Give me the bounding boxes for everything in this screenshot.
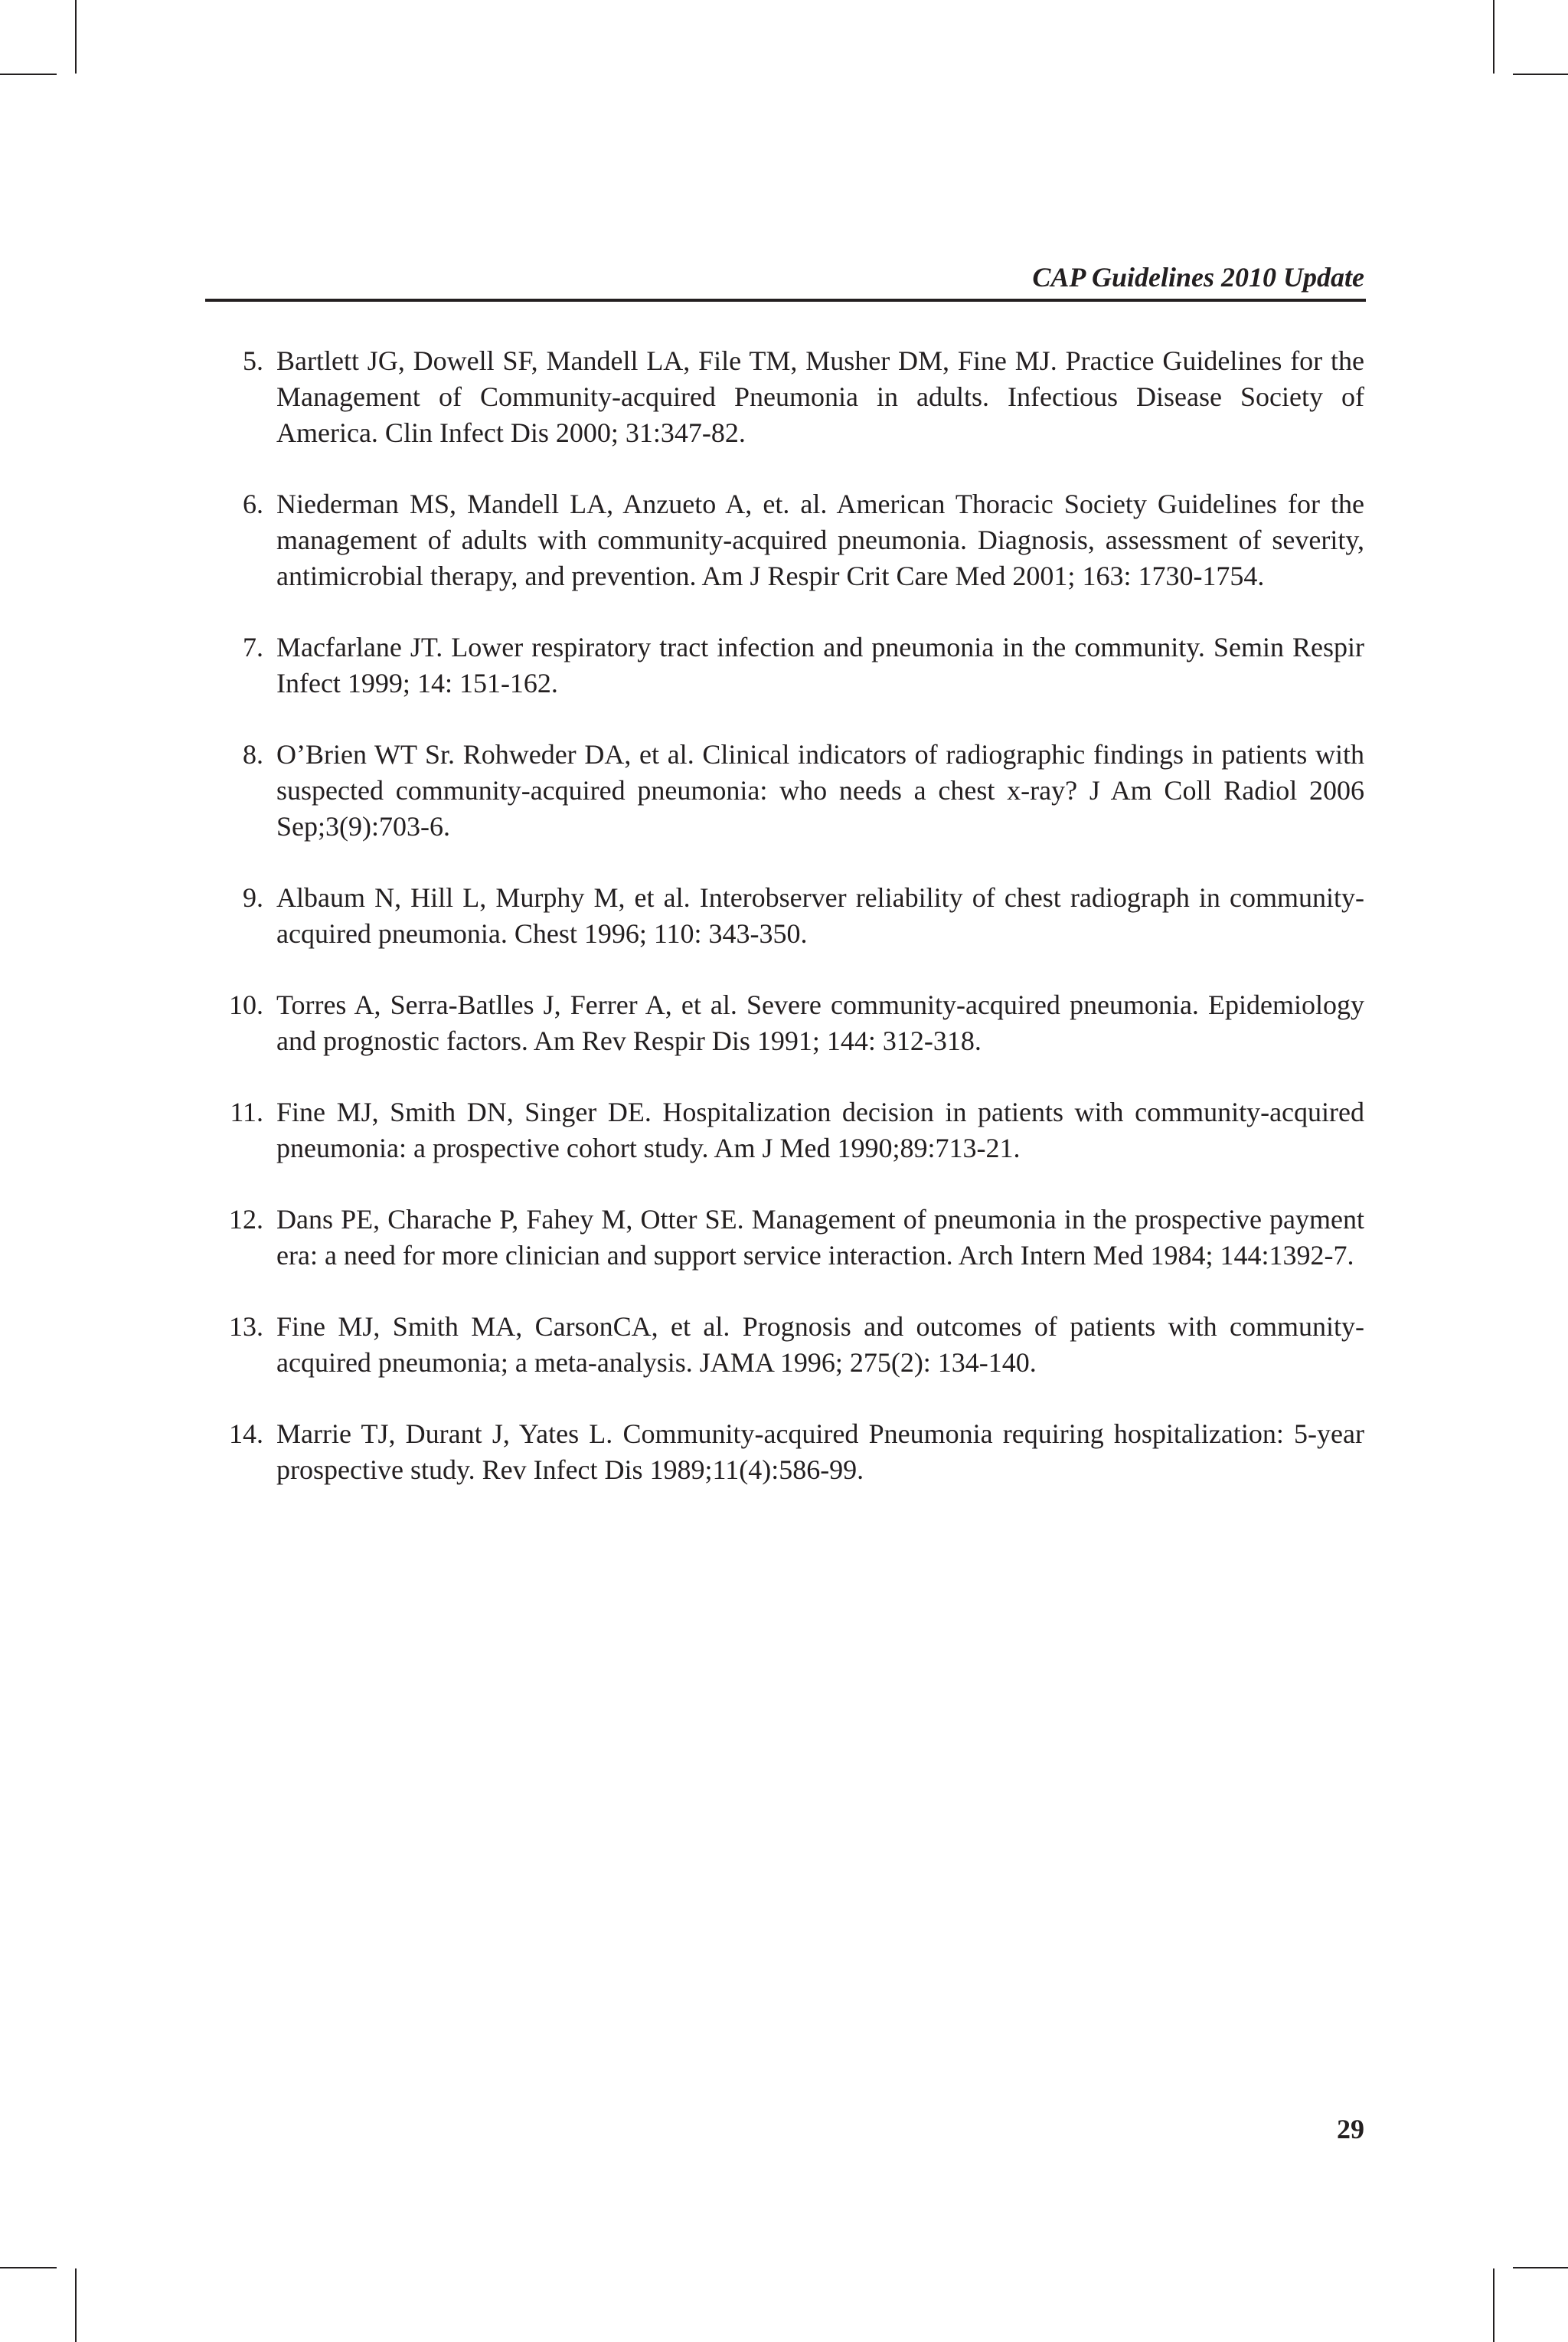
header-rule	[205, 299, 1366, 302]
reference-text: Dans PE, Charache P, Fahey M, Otter SE. Management of pneumonia in the prospective payment era: a need for more clinician and support service interaction. Arch Intern Med 1984; 144:1392-7.	[276, 1204, 1364, 1271]
reference-number: 10.	[229, 989, 263, 1020]
reference-item	[205, 1309, 1364, 1381]
reference-number: 9.	[243, 882, 263, 913]
reference-item	[205, 630, 1364, 702]
reference-number: 11.	[230, 1097, 263, 1127]
reference-item	[205, 1202, 1364, 1274]
reference-text: Marrie TJ, Durant J, Yates L. Community-acquired Pneumonia requiring hospitalization: 5-year prospective study. Rev Infect Dis 1989;11(4):586-99.	[276, 1418, 1364, 1485]
crop-mark-bottom-right-horizontal	[1513, 2267, 1568, 2268]
reference-number: 14.	[229, 1418, 263, 1449]
reference-item	[205, 737, 1364, 845]
reference-text: Niederman MS, Mandell LA, Anzueto A, et. al. American Thoracic Society Guidelines for the management of adults with community-acquired pneumonia. Diagnosis, assessment of severity, antimicrobial therapy, and prevention. Am J Respir Crit Care Med 2001; 163: 1730-1754.	[276, 489, 1364, 591]
reference-text: Fine MJ, Smith MA, CarsonCA, et al. Prognosis and outcomes of patients with community-acquired pneumonia; a meta-analysis. JAMA 1996; 275(2): 134-140.	[276, 1311, 1364, 1378]
crop-mark-top-right	[1493, 0, 1494, 74]
reference-text: Torres A, Serra-Batlles J, Ferrer A, et al. Severe community-acquired pneumonia. Epidemiology and prognostic factors. Am Rev Respir Dis 1991; 144: 312-318.	[276, 989, 1364, 1056]
crop-mark-bottom-left	[75, 2268, 77, 2342]
reference-text: Fine MJ, Smith DN, Singer DE. Hospitalization decision in patients with community-acquired pneumonia: a prospective cohort study. Am J Med 1990;89:713-21.	[276, 1097, 1364, 1163]
reference-item	[205, 1416, 1364, 1488]
crop-mark-top-left-horizontal	[0, 74, 57, 75]
running-header-title: CAP Guidelines 2010 Update	[1032, 262, 1364, 293]
reference-item	[205, 343, 1364, 451]
crop-mark-bottom-left-horizontal	[0, 2267, 57, 2268]
reference-item	[205, 987, 1364, 1059]
reference-item	[205, 880, 1364, 952]
reference-number: 12.	[229, 1204, 263, 1235]
reference-number: 8.	[243, 739, 263, 770]
reference-text: Macfarlane JT. Lower respiratory tract infection and pneumonia in the community. Semin Respir Infect 1999; 14: 151-162.	[276, 632, 1364, 698]
crop-mark-top-right-horizontal	[1513, 74, 1568, 75]
reference-text: Albaum N, Hill L, Murphy M, et al. Interobserver reliability of chest radiograph in community-acquired pneumonia. Chest 1996; 110: 343-350.	[276, 882, 1364, 949]
reference-number: 5.	[243, 345, 263, 376]
reference-text: Bartlett JG, Dowell SF, Mandell LA, File TM, Musher DM, Fine MJ. Practice Guidelines for the Management of Community-acquired Pneumonia in adults. Infectious Disease Society of America. Clin Infect Dis 2000; 31:347-82.	[276, 345, 1364, 448]
reference-item	[205, 1094, 1364, 1166]
crop-mark-bottom-right	[1493, 2268, 1494, 2342]
reference-item	[205, 486, 1364, 594]
page-number: 29	[1337, 2114, 1364, 2144]
crop-mark-top-left	[75, 0, 77, 74]
reference-number: 7.	[243, 632, 263, 662]
reference-text: O’Brien WT Sr. Rohweder DA, et al. Clinical indicators of radiographic findings in patients with suspected community-acquired pneumonia: who needs a chest x-ray? J Am Coll Radiol 2006 Sep;3(9):703-6.	[276, 739, 1364, 842]
reference-number: 6.	[243, 489, 263, 519]
reference-number: 13.	[229, 1311, 263, 1342]
reference-list	[205, 343, 1364, 1523]
